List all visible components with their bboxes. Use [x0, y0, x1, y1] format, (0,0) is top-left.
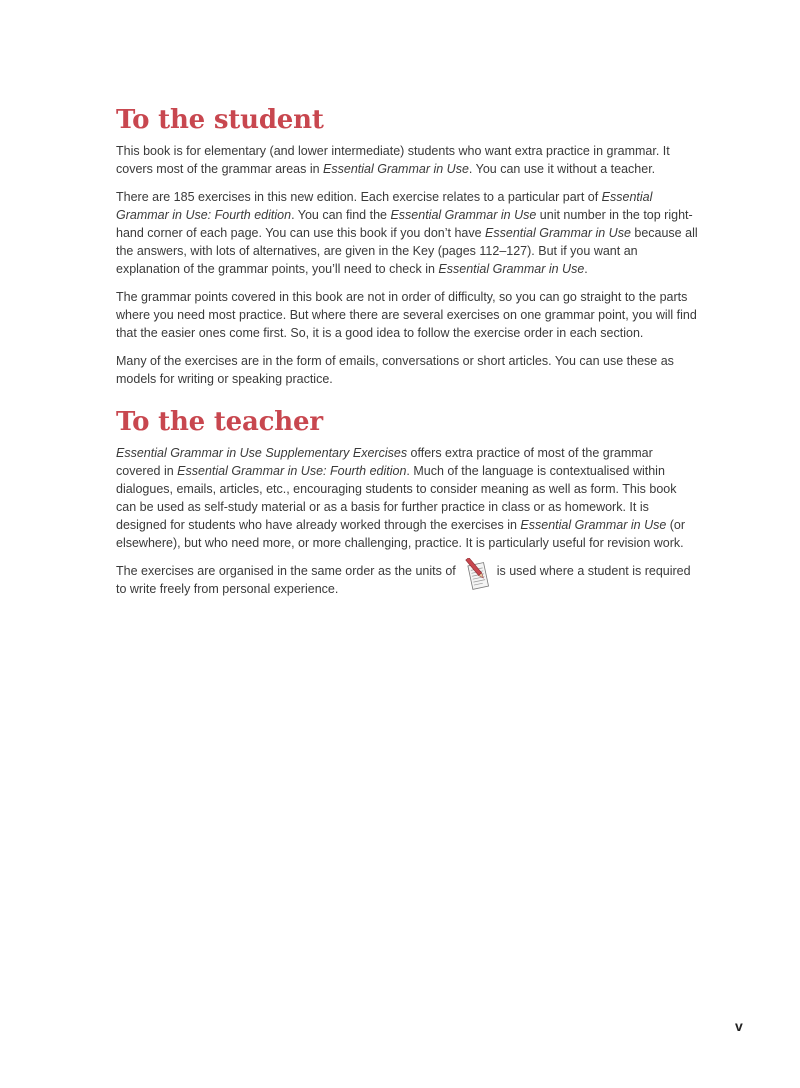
student-paragraph-4: Many of the exercises are in the form of emails, conversations or short articles. You can use these as models for writing or speaking practice.: [116, 354, 674, 386]
teacher-paragraph-2: The exercises are organised in the same order as the units of is used where a student is required to write freely from personal experience.: [116, 562, 700, 598]
student-paragraph-3: The grammar points covered in this book are not in order of difficulty, so you can go straight to the parts where you need most practice. But where there are several exercises on one grammar point, you will find that the easier ones come first. So, it is a good idea to follow the exercise order in each section.: [116, 290, 697, 340]
book-title: Essential Grammar in Use Supplementary Exercises: [116, 446, 408, 460]
teacher-paragraph-1: Essential Grammar in Use Supplementary Exercises offers extra practice of most of the grammar covered in Essential Grammar in Use: Fourth edition. Much of the language is contextualised within dialogues, emails, articles, etc., encouraging students to consider meaning as well as form. This book can be used as self-study material or as a basis for further practice in class or as homework. It is designed for students who have already worked through the exercises in Essential Grammar in Use (or elsewhere), but who need more, or more challenging, practice. It is particularly useful for revision work.: [116, 446, 686, 550]
section-to-the-student: [116, 104, 700, 388]
heading-to-the-student: To the student: [116, 105, 324, 135]
pencil-paper-icon-graphic: [465, 558, 491, 592]
book-title: Essential Grammar in Use: [438, 262, 585, 276]
page-number: v: [735, 1018, 743, 1034]
book-title: Essential Grammar in Use: [323, 162, 469, 176]
student-paragraph-2: There are 185 exercises in this new edition. Each exercise relates to a particular part of Essential Grammar in Use: Fourth edition. You can find the Essential Grammar in Use unit number in the top right-hand corner of each page. You can use this book if you don’t have Essential Grammar in Use because all the answers, with lots of alternatives, are given in the Key (pages 112–127). But if you want an explanation of the grammar points, you’ll need to check in Essential Grammar in Use.: [116, 190, 698, 276]
page-content: [116, 104, 700, 608]
book-title: Essential Grammar in Use: [390, 208, 537, 222]
section-to-the-teacher: [116, 406, 700, 598]
heading-to-the-teacher: To the teacher: [116, 407, 323, 437]
student-paragraph-1: This book is for elementary (and lower intermediate) students who want extra practice in grammar. It covers most of the grammar areas in Essential Grammar in Use. You can use it without a teacher.: [116, 144, 670, 176]
book-title: Essential Grammar in Use: [520, 518, 667, 532]
book-title: Essential Grammar in Use: Fourth edition: [177, 464, 407, 478]
book-title: Essential Grammar in Use: [485, 226, 631, 240]
pencil-paper-icon: [459, 562, 493, 580]
book-title: Essential Grammar in Use: Fourth edition: [116, 190, 653, 222]
